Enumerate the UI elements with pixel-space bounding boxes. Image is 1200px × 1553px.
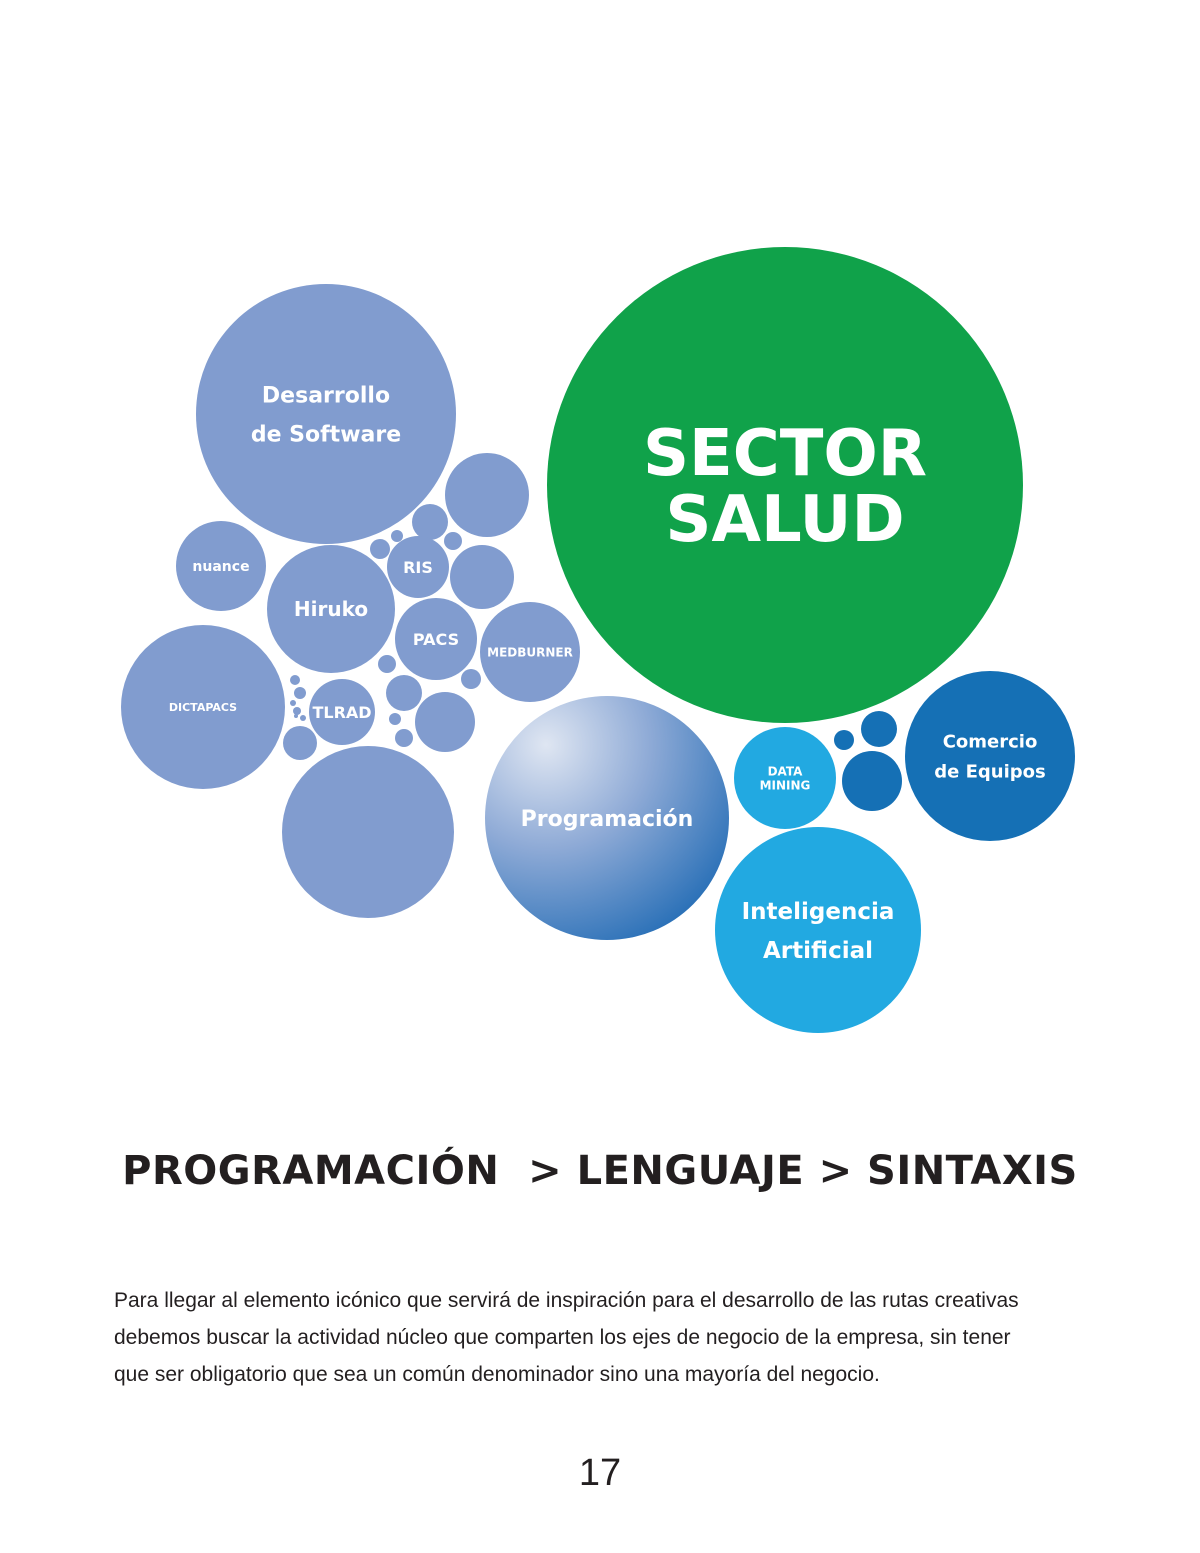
decorative-bubble [300, 715, 306, 721]
bubble-label-pacs: PACS [412, 629, 460, 649]
bubble-desarrollo-de-software [196, 284, 456, 544]
bubble-pacs [395, 598, 477, 680]
bubble-ris [387, 536, 449, 598]
decorative-bubble [395, 729, 413, 747]
bubble-label-inteligencia-artificial: Artificial [763, 937, 873, 964]
bubble-label-desarrollo-de-software: Desarrollo [261, 383, 391, 409]
bubble-circle-inteligencia-artificial [715, 827, 921, 1033]
decorative-bubble [461, 669, 481, 689]
decorative-bubble [282, 746, 454, 918]
decorative-bubble [378, 655, 396, 673]
bubble-label-sector-salud: SECTOR [642, 417, 928, 492]
body-paragraph [114, 1282, 1104, 1393]
bubble-label-tlrad: TLRAD [312, 702, 372, 722]
decorative-bubble [294, 714, 298, 718]
bubble-label-data-mining: DATA [767, 764, 803, 779]
bubble-label-inteligencia-artificial: Inteligencia [741, 898, 895, 925]
bubble-data-mining [734, 727, 836, 829]
bubble-label-medburner: MEDBURNER [487, 645, 573, 660]
decorative-bubble [370, 539, 390, 559]
bubble-label-comercio-de-equipos: Comercio [942, 731, 1038, 753]
bubble-programacion [485, 696, 729, 940]
bubble-circle-desarrollo-de-software [196, 284, 456, 544]
bubble-label-desarrollo-de-software: de Software [250, 422, 402, 448]
bubble-label-sector-salud: SALUD [665, 483, 905, 558]
bubble-inteligencia-artificial [715, 827, 921, 1033]
body-line: Para llegar al elemento icónico que servirá de inspiración para el desarrollo de las rutas creativas [114, 1289, 1019, 1312]
decorative-bubble [842, 751, 902, 811]
decorative-bubble [290, 675, 300, 685]
bubble-nuance [176, 521, 266, 611]
decorative-bubble [450, 545, 514, 609]
decorative-bubble [283, 726, 317, 760]
bubble-hiruko [267, 545, 395, 673]
decorative-bubble [294, 687, 306, 699]
bubble-comercio-de-equipos [905, 671, 1075, 841]
bubble-dictapacs [121, 625, 285, 789]
decorative-bubble [386, 675, 422, 711]
decorative-bubble [293, 707, 301, 715]
bubble-label-hiruko: Hiruko [293, 597, 369, 622]
decorative-bubble [834, 730, 854, 750]
bubble-label-ris: RIS [403, 557, 433, 577]
bubble-medburner [480, 602, 580, 702]
bubble-tlrad [309, 679, 375, 745]
bubble-label-programacion: Programación [520, 806, 694, 832]
bubble-label-nuance: nuance [192, 559, 250, 576]
decorative-bubble [415, 692, 475, 752]
decorative-bubble [412, 504, 448, 540]
bubble-label-data-mining: MINING [759, 778, 811, 793]
decorative-bubble [290, 700, 296, 706]
bubble-circle-comercio-de-equipos [905, 671, 1075, 841]
page-number: 17 [578, 1452, 622, 1494]
decorative-bubble [444, 532, 462, 550]
bubble-sector-salud [547, 247, 1023, 723]
bubble-label-dictapacs: DICTAPACS [168, 700, 238, 714]
decorative-bubble [445, 453, 529, 537]
headline: PROGRAMACIÓN > LENGUAJE > SINTAXIS [122, 1148, 1078, 1194]
decorative-bubble [391, 530, 403, 542]
bubble-label-comercio-de-equipos: de Equipos [934, 761, 1046, 783]
body-line: debemos buscar la actividad núcleo que comparten los ejes de negocio de la empresa, sin tener [114, 1326, 1011, 1349]
decorative-bubble [861, 711, 897, 747]
decorative-bubble [389, 713, 401, 725]
body-line: que ser obligatorio que sea un común denominador sino una mayoría del negocio. [114, 1363, 880, 1386]
